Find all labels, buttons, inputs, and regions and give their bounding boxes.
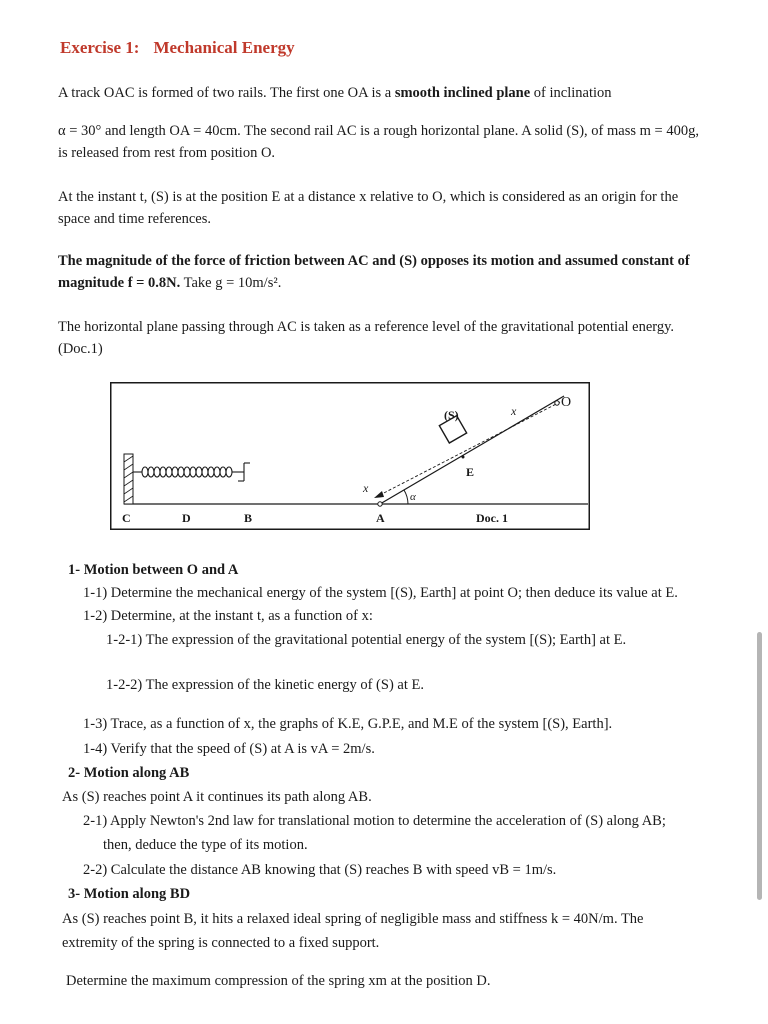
section-1-title: 1- Motion between O and A [68, 562, 239, 578]
question-2-2: 2-2) Calculate the distance AB knowing that (S) reaches B with speed vB = 1m/s. [83, 862, 557, 878]
x-label-top: x [511, 404, 517, 418]
intro-line-2: α = 30° and length OA = 40cm. The second rail AC is a rough horizontal plane. A solid (S), of mass m = 400g, is released from rest from position O. [58, 123, 699, 161]
intro-paragraph-2: At the instant t, (S) is at the position E at a distance x relative to O, which is considered as an origin for the space and time references. [58, 189, 679, 227]
gravity-statement: Take g = 10m/s². [180, 275, 282, 291]
section-3-title: 3- Motion along BD [68, 886, 191, 902]
label-D: D [182, 511, 191, 525]
x-label-bottom: x [363, 481, 369, 495]
incline [380, 396, 564, 504]
section-2-text: As (S) reaches point A it continues its path along AB. [62, 789, 372, 805]
question-1-2: 1-2) Determine, at the instant t, as a function of x: [83, 608, 373, 624]
intro-bold: smooth inclined plane [394, 85, 531, 101]
doc-label: Doc. 1 [476, 511, 508, 525]
alpha-label: α [410, 491, 416, 503]
final-question: Determine the maximum compression of the spring xm at the position D. [66, 973, 491, 989]
label-S: (S) [444, 408, 459, 422]
question-1-1: 1-1) Determine the mechanical energy of the system [(S), Earth] at point O; then deduce its value at E. [83, 585, 678, 601]
question-2-1: 2-1) Apply Newton's 2nd law for translational motion to determine the acceleration of (S) along AB; [83, 813, 666, 829]
label-B: B [244, 511, 253, 525]
friction-statement: The magnitude of the force of friction between AC and (S) opposes its motion and assumed constant of magnitude f = 0.8N. [58, 253, 690, 291]
intro-text-end: of inclination [530, 85, 612, 101]
section-3-text-2: extremity of the spring is connected to a fixed support. [62, 935, 380, 951]
section-3-text-1: As (S) reaches point B, it hits a relaxed ideal spring of negligible mass and stiffness k = 40N/m. The [62, 911, 644, 927]
question-1-4: 1-4) Verify that the speed of (S) at A is vA = 2m/s. [83, 741, 375, 757]
angle-arc [404, 490, 408, 504]
label-A: A [376, 511, 385, 525]
exercise-topic: Mechanical Energy [153, 38, 295, 57]
question-1-2-1: 1-2-1) The expression of the gravitational potential energy of the system [(S); Earth] at E. [106, 632, 627, 648]
intro-line-1 [58, 82, 710, 104]
doc1-diagram [110, 382, 590, 530]
question-1-3: 1-3) Trace, as a function of x, the graphs of K.E, G.P.E, and M.E of the system [(S), Earth]. [83, 716, 613, 732]
vertical-scrollbar[interactable] [757, 632, 762, 900]
exercise-title [60, 38, 295, 58]
intro-paragraph-3 [58, 250, 710, 294]
diagram-frame [111, 383, 590, 530]
label-E: E [466, 465, 475, 479]
label-O: O [561, 395, 572, 410]
intro-paragraph-4: The horizontal plane passing through AC is taken as a reference level of the gravitational potential energy.(Doc.1) [58, 319, 675, 357]
question-2-1-cont: then, deduce the type of its motion. [103, 837, 308, 853]
section-2-title: 2- Motion along AB [68, 765, 190, 781]
intro-text: A track OAC is formed of two rails. The first one OA is a [58, 85, 395, 101]
exercise-label: Exercise 1: [60, 38, 140, 57]
spring [133, 463, 250, 481]
label-C: C [122, 511, 131, 525]
question-1-2-2: 1-2-2) The expression of the kinetic energy of (S) at E. [106, 677, 424, 693]
